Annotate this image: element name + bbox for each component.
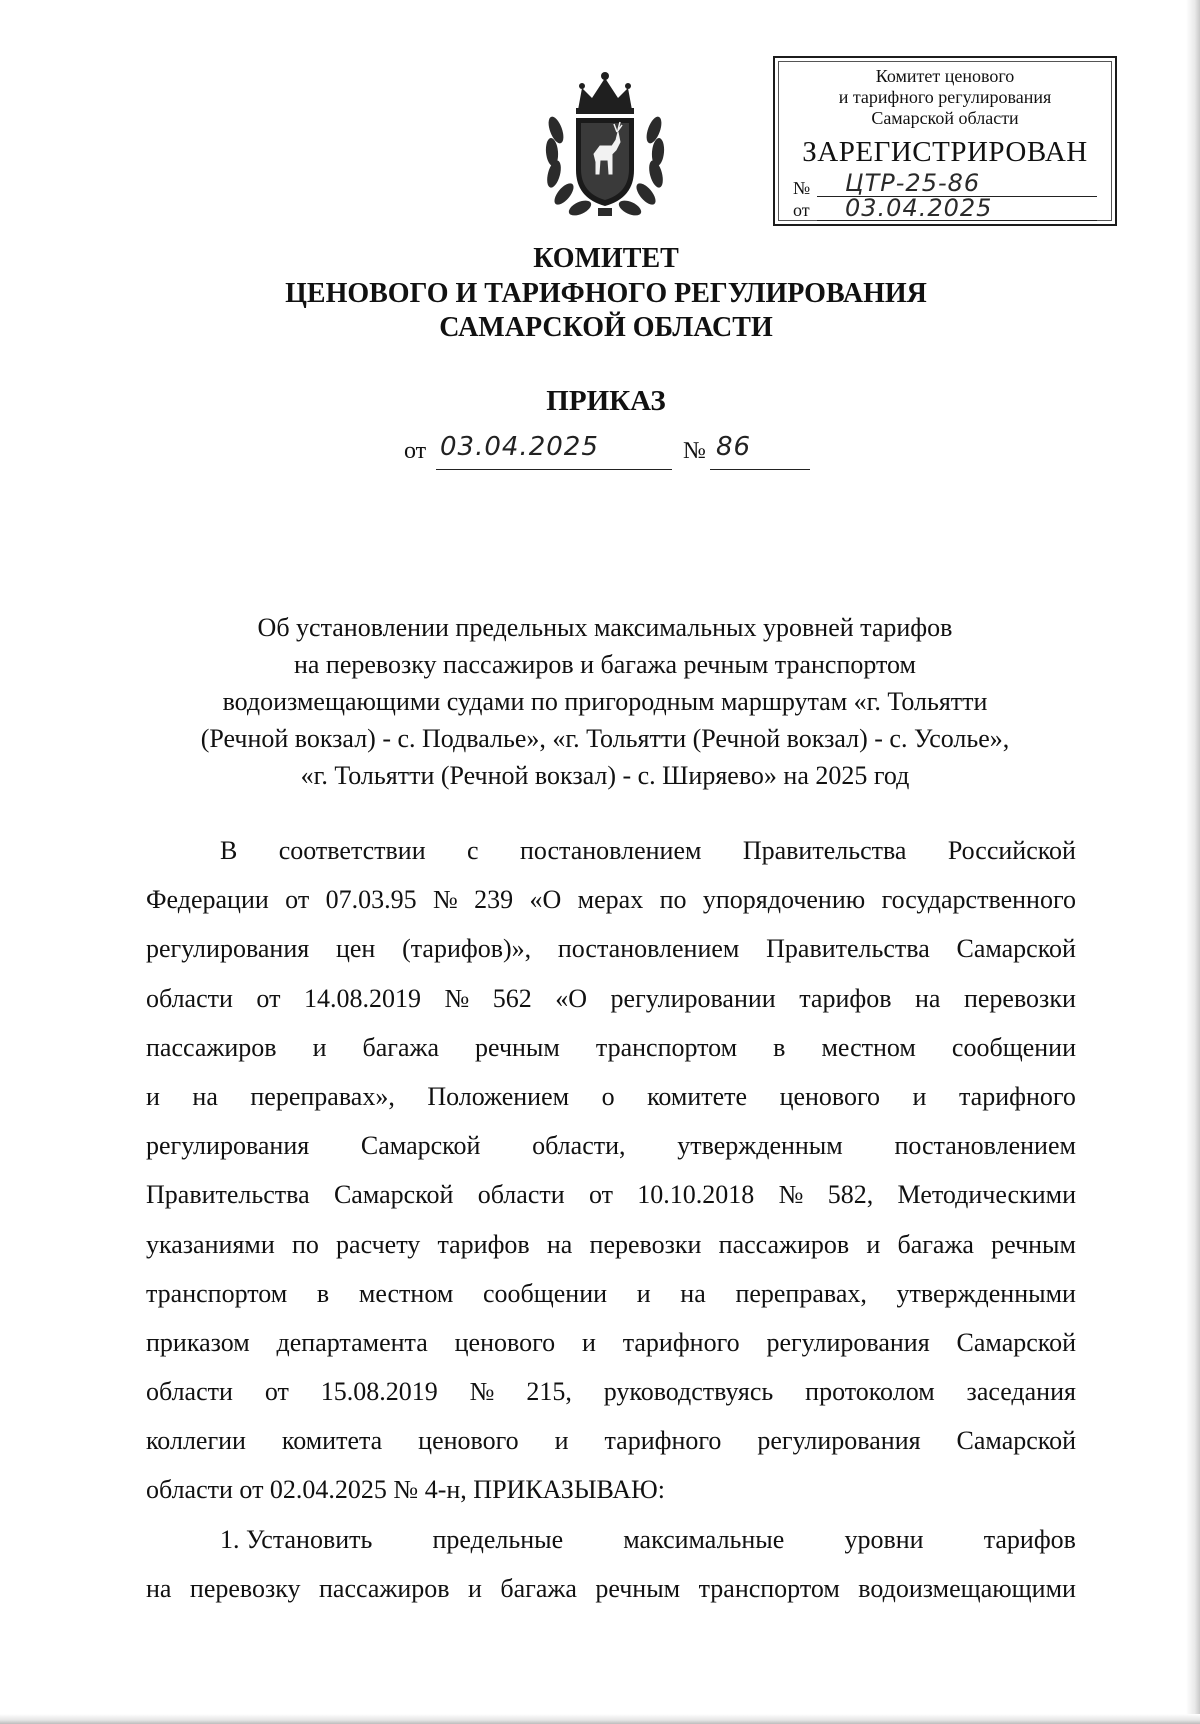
body-line: [146, 1564, 1076, 1613]
body-word: максимальные: [623, 1524, 785, 1554]
body-word: и: [554, 1426, 569, 1456]
body-line: [146, 924, 1076, 973]
order-body-text: [146, 826, 1076, 1613]
body-word: и: [636, 1278, 651, 1308]
body-word: постановлением: [519, 836, 702, 865]
body-word: на: [680, 1278, 706, 1308]
body-word: тарифного: [958, 1081, 1076, 1111]
body-word: пассажиров: [146, 1032, 277, 1062]
body-word: (тарифов)»,: [402, 934, 532, 964]
body-word: регулирования: [146, 934, 310, 964]
body-word: на: [192, 1081, 218, 1111]
stamp-date-underline: [817, 220, 1097, 221]
body-word: речным: [475, 1032, 560, 1062]
body-word: перевозки: [589, 1229, 702, 1259]
subject-line: на перевозку пассажиров и багажа речным транспортом: [293, 650, 917, 679]
body-word: и: [468, 1573, 482, 1603]
order-date-label: от: [404, 438, 427, 464]
body-line: [146, 1072, 1076, 1121]
body-word: утвержденным: [677, 1131, 843, 1161]
body-word: по: [291, 1229, 319, 1259]
body-word: тарифного: [622, 1327, 740, 1357]
body-word: Правительства: [766, 934, 930, 964]
order-date-value: 03.04.2025: [440, 432, 599, 462]
body-line: [146, 1367, 1076, 1416]
body-word: расчету: [336, 1229, 421, 1259]
body-word: утвержденными: [896, 1278, 1076, 1308]
body-line: [146, 1170, 1076, 1219]
body-word: Самарской: [333, 1180, 454, 1210]
body-word: комитета: [281, 1426, 383, 1456]
stamp-date-label: от: [793, 200, 810, 220]
body-line: [146, 1023, 1076, 1072]
body-word: на: [146, 1573, 172, 1603]
stamp-number-label: №: [793, 178, 811, 198]
coat-of-arms-icon: [542, 70, 668, 220]
body-word: пассажиров: [319, 1573, 450, 1603]
subject-line: водоизмещающими судами по пригородным маршрутам «г. Тольятти: [222, 687, 988, 716]
body-word: государственного: [881, 885, 1076, 915]
body-word: перевозки: [963, 983, 1076, 1013]
body-word: области: [146, 1377, 233, 1407]
body-word: 215,: [526, 1377, 572, 1407]
order-subject: [140, 609, 1070, 794]
body-word: от: [264, 1377, 289, 1407]
body-word: транспортом: [698, 1573, 840, 1603]
body-word: тарифов: [983, 1524, 1076, 1554]
body-word: комитете: [647, 1081, 748, 1111]
body-word: багажа: [897, 1229, 974, 1259]
body-word: области: [477, 1180, 565, 1210]
body-word: речным: [991, 1229, 1076, 1259]
body-word: тарифов: [799, 983, 892, 1013]
body-word: переправах»,: [250, 1081, 395, 1111]
body-word: ценового: [418, 1426, 519, 1456]
body-word: 582,: [827, 1180, 874, 1210]
body-word: о: [601, 1081, 615, 1111]
body-word: ценового: [779, 1081, 881, 1111]
body-word: «О: [555, 983, 588, 1013]
order-date-underline: [436, 469, 672, 470]
body-word: постановлением: [894, 1131, 1076, 1161]
body-word: и: [581, 1327, 596, 1357]
body-word: Самарской: [956, 1426, 1076, 1456]
body-word: багажа: [362, 1032, 440, 1062]
body-word: и: [912, 1081, 927, 1111]
body-line: [146, 1220, 1076, 1269]
body-word: №: [432, 885, 458, 915]
body-word: с: [467, 836, 479, 865]
body-line: [146, 1416, 1076, 1465]
body-line: [146, 826, 1076, 875]
body-word: регулирования: [766, 1327, 930, 1357]
body-word: и: [866, 1229, 881, 1259]
body-line: [146, 1121, 1076, 1170]
body-line: [146, 1269, 1076, 1318]
body-word: сообщении: [482, 1278, 608, 1308]
body-word: коллегии: [146, 1426, 246, 1456]
body-word: местном: [358, 1278, 454, 1308]
stamp-org-line1: Комитет ценового: [875, 66, 1015, 86]
body-word: 562: [492, 983, 532, 1013]
order-number-underline: [710, 469, 810, 470]
body-word: указаниями: [146, 1229, 275, 1259]
body-word: транспортом: [146, 1278, 288, 1308]
order-number-value: 86: [716, 432, 752, 462]
body-word: области,: [532, 1131, 626, 1161]
body-line: [146, 1318, 1076, 1367]
body-word: мерах: [577, 885, 644, 915]
body-word: протоколом: [805, 1377, 935, 1407]
org-name-line1: КОМИТЕТ: [533, 243, 679, 274]
org-name-line2: ЦЕНОВОГО И ТАРИФНОГО РЕГУЛИРОВАНИЯ: [285, 278, 927, 309]
body-word: от: [588, 1180, 613, 1210]
body-word: 1. Установить: [220, 1524, 373, 1554]
body-word: и: [312, 1032, 327, 1062]
body-line: [146, 974, 1076, 1023]
org-name-line3: САМАРСКОЙ ОБЛАСТИ: [439, 312, 773, 343]
body-word: в: [316, 1278, 330, 1308]
body-word: Федерации: [146, 885, 269, 915]
body-word: от: [256, 983, 281, 1013]
body-word: 07.03.95: [325, 885, 417, 915]
body-word: регулирования: [146, 1131, 310, 1161]
body-word: заседания: [966, 1377, 1076, 1407]
body-word: перевозку: [189, 1573, 301, 1603]
body-word: переправах,: [735, 1278, 867, 1308]
body-word: В: [220, 836, 238, 865]
body-word: Российской: [947, 836, 1076, 865]
stamp-status: ЗАРЕГИСТРИРОВАН: [802, 136, 1088, 168]
body-word: департамента: [276, 1327, 428, 1357]
body-word: 15.08.2019: [320, 1377, 438, 1407]
subject-line: «г. Тольятти (Речной вокзал) - с. Ширяево» на 2025 год: [300, 761, 910, 790]
order-number-label: №: [683, 438, 706, 464]
body-word: багажа: [500, 1573, 577, 1603]
stamp-date-value: 03.04.2025: [845, 194, 993, 222]
body-word: речным: [595, 1573, 681, 1603]
body-word: соответствии: [278, 836, 426, 865]
body-word: местном: [821, 1032, 916, 1062]
subject-line: (Речной вокзал) - с. Подвалье», «г. Тольятти (Речной вокзал) - с. Усолье»,: [200, 724, 1010, 753]
stamp-number-value: ЦТР-25-86: [845, 169, 981, 197]
body-word: водоизмещающими: [858, 1573, 1076, 1603]
body-word: Самарской: [956, 934, 1076, 964]
document-type-title: ПРИКАЗ: [546, 385, 666, 417]
body-line: [146, 1515, 1076, 1564]
body-word: 10.10.2018: [637, 1180, 755, 1210]
body-word: от: [285, 885, 310, 915]
body-word: области от 02.04.2025 № 4-н, ПРИКАЗЫВАЮ:: [146, 1475, 665, 1505]
body-word: тарифного: [604, 1426, 722, 1456]
body-word: по: [659, 885, 687, 915]
body-word: Самарской: [956, 1327, 1076, 1357]
body-word: регулировании: [610, 983, 776, 1013]
body-word: №: [444, 983, 470, 1013]
body-word: 239: [474, 885, 514, 915]
stamp-org-line3: Самарской области: [871, 108, 1019, 128]
subject-line: Об установлении предельных максимальных уровней тарифов: [257, 613, 953, 642]
body-word: тарифов: [437, 1229, 530, 1259]
body-word: транспортом: [595, 1032, 738, 1062]
body-word: 14.08.2019: [303, 983, 421, 1013]
body-word: Правительства: [742, 836, 907, 865]
body-word: и: [146, 1081, 160, 1111]
body-word: в: [773, 1032, 786, 1062]
body-word: уровни: [844, 1524, 924, 1554]
stamp-org-line2: и тарифного регулирования: [838, 87, 1052, 107]
body-word: руководствуясь: [603, 1377, 774, 1407]
body-word: предельные: [432, 1524, 564, 1554]
body-word: №: [778, 1180, 804, 1210]
body-word: Самарской: [360, 1131, 481, 1161]
body-word: Методическими: [897, 1180, 1076, 1210]
body-word: регулирования: [757, 1426, 921, 1456]
body-word: «О: [529, 885, 562, 915]
body-word: Правительства: [146, 1180, 310, 1210]
scan-edge-bottom: [0, 1714, 1200, 1724]
body-word: Положением: [427, 1081, 570, 1111]
body-line: [146, 875, 1076, 924]
body-word: на: [546, 1229, 573, 1259]
body-word: цен: [335, 934, 376, 964]
body-line: [146, 1465, 1076, 1514]
body-word: №: [469, 1377, 495, 1407]
body-word: постановлением: [557, 934, 740, 964]
body-word: области: [146, 983, 233, 1013]
registration-stamp: [773, 56, 1117, 226]
body-word: приказом: [146, 1327, 250, 1357]
body-word: на: [914, 983, 941, 1013]
body-word: упорядочению: [702, 885, 866, 915]
body-word: пассажиров: [718, 1229, 850, 1259]
body-word: ценового: [454, 1327, 556, 1357]
body-word: сообщении: [951, 1032, 1076, 1062]
